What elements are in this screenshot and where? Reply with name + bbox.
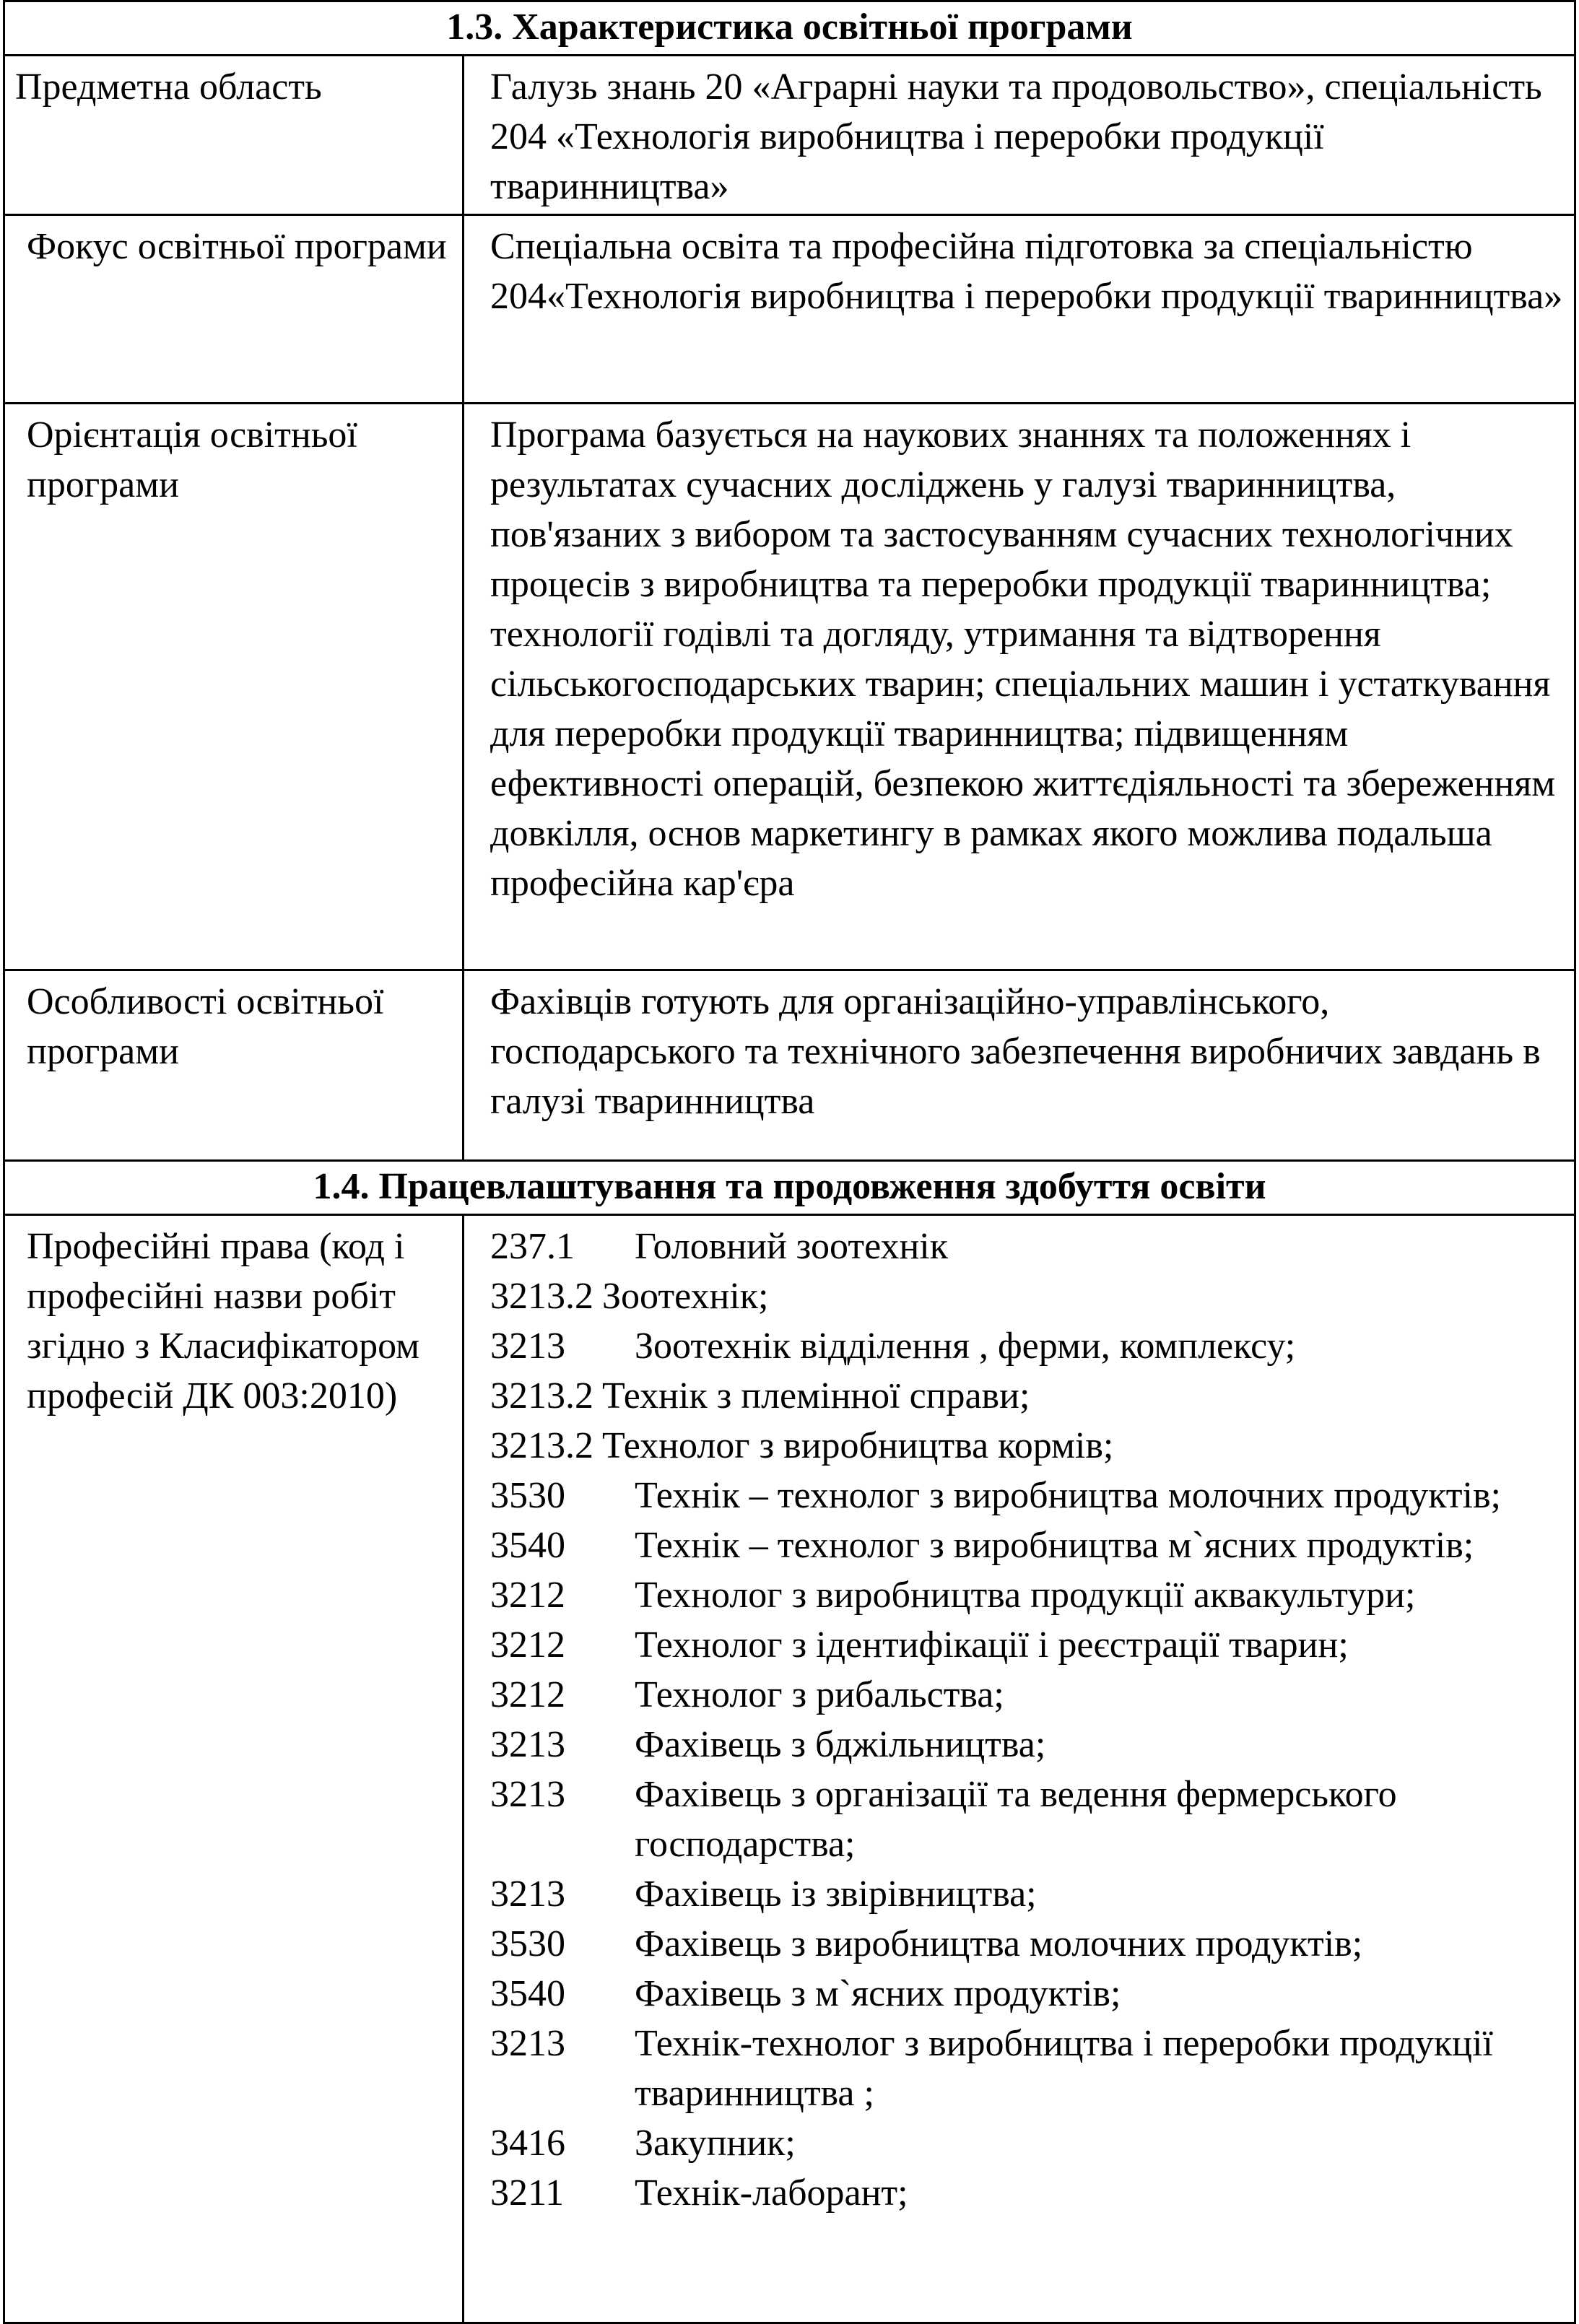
profession-code: 3540 xyxy=(490,1525,565,1566)
profession-name: Зоотехнік; xyxy=(602,1276,769,1317)
list-item xyxy=(490,2168,1564,2218)
table-row-program-focus xyxy=(4,215,1575,404)
list-item xyxy=(490,1620,1564,1670)
section-1-3-title: 1.3. Характеристика освітньої програми xyxy=(4,1,1575,56)
profession-name: Фахівець з виробництва молочних продуктів; xyxy=(635,1923,1363,1964)
profession-code: 3213 xyxy=(490,2023,565,2064)
list-item xyxy=(490,1421,1564,1471)
list-item xyxy=(490,1969,1564,2019)
profession-code: 3530 xyxy=(490,1475,565,1516)
list-item xyxy=(490,2019,1564,2118)
program-orientation-text: Програма базується на наукових знаннях та положеннях і результатах сучасних досліджень у галузі тваринництва, пов'язаних з вибором та застосуванням сучасних технологічних процесів з виробництва та переробки продукції тваринництва; технології годівлі та догляду, утримання та відтворення сільськогосподарських тварин; спеціальних машин і устаткування для переробки продукції тваринництва; підвищенням ефективності операцій, безпекою життєдіяльності та збереженням довкілля, основ маркетингу в рамках якого можлива подальша професійна кар'єра xyxy=(464,404,1575,970)
program-focus-label: Фокус освітньої програми xyxy=(4,215,464,404)
list-item xyxy=(490,1222,1564,1271)
list-item xyxy=(490,1271,1564,1321)
profession-name: Фахівець з бджільництва; xyxy=(635,1724,1046,1765)
profession-code: 3213 xyxy=(490,1326,565,1367)
profession-name: Технік з племінної справи; xyxy=(602,1375,1030,1416)
profession-code: 3213 xyxy=(490,1873,565,1915)
profession-name: Технолог з виробництва продукції аквакультури; xyxy=(635,1575,1416,1616)
list-item xyxy=(490,2118,1564,2168)
professions-cell xyxy=(464,1215,1575,2323)
profession-name: Технолог з ідентифікації і реєстрації тварин; xyxy=(635,1624,1349,1666)
program-features-label: Особливості освітньої програми xyxy=(4,970,464,1161)
profession-code: 3540 xyxy=(490,1973,565,2014)
program-characteristics-table xyxy=(3,0,1576,2324)
professional-rights-label: Професійні права (код і професійні назви робіт згідно з Класифікатором професій ДК 003:2010) xyxy=(4,1215,464,2323)
profession-name: Технік – технолог з виробництва м`ясних продуктів; xyxy=(635,1525,1474,1566)
list-item xyxy=(490,1869,1564,1919)
list-item xyxy=(490,1919,1564,1969)
profession-code: 3212 xyxy=(490,1575,565,1616)
table-row-program-orientation xyxy=(4,404,1575,970)
profession-name: Технік-технолог з виробництва і переробки продукції тваринництва ; xyxy=(635,2023,1493,2114)
program-focus-text: Спеціальна освіта та професійна підготовка за спеціальністю 204«Технологія виробництва і переробки продукції тваринництва» xyxy=(464,215,1575,404)
professions-list xyxy=(490,1222,1564,2218)
subject-area-label: Предметна область xyxy=(4,56,464,215)
profession-name: Технолог з виробництва кормів; xyxy=(602,1425,1114,1466)
section-1-3-header-row xyxy=(4,1,1575,56)
profession-name: Фахівець з м`ясних продуктів; xyxy=(635,1973,1121,2014)
profession-name: Закупник; xyxy=(635,2123,796,2164)
profession-code: 3211 xyxy=(490,2172,565,2214)
list-item xyxy=(490,1720,1564,1770)
profession-code: 3416 xyxy=(490,2123,565,2164)
list-item xyxy=(490,1770,1564,1869)
profession-code: 3530 xyxy=(490,1923,565,1964)
profession-name: Технік – технолог з виробництва молочних продуктів; xyxy=(635,1475,1501,1516)
profession-code: 3213.2 xyxy=(490,1375,593,1416)
section-1-4-title: 1.4. Працевлаштування та продовження здобуття освіти xyxy=(4,1161,1575,1215)
list-item xyxy=(490,1321,1564,1371)
list-item xyxy=(490,1471,1564,1520)
profession-code: 3212 xyxy=(490,1674,565,1715)
profession-name: Технолог з рибальства; xyxy=(635,1674,1004,1715)
profession-code: 237.1 xyxy=(490,1226,575,1267)
profession-name: Технік-лаборант; xyxy=(635,2172,908,2214)
subject-area-text: Галузь знань 20 «Аграрні науки та продовольство», спеціальність 204 «Технологія виробництва і переробки продукції тваринництва» xyxy=(464,56,1575,215)
table-row-professional-rights xyxy=(4,1215,1575,2323)
profession-name: Фахівець з організації та ведення фермерського господарства; xyxy=(635,1774,1397,1865)
table-row-subject-area xyxy=(4,56,1575,215)
program-orientation-label: Орієнтація освітньої програми xyxy=(4,404,464,970)
profession-code: 3213.2 xyxy=(490,1276,593,1317)
profession-code: 3213 xyxy=(490,1724,565,1765)
list-item xyxy=(490,1520,1564,1570)
program-features-text: Фахівців готують для організаційно-управлінського, господарського та технічного забезпечення виробничих завдань в галузі тваринництва xyxy=(464,970,1575,1161)
list-item xyxy=(490,1371,1564,1421)
table-row-program-features xyxy=(4,970,1575,1161)
list-item xyxy=(490,1670,1564,1720)
list-item xyxy=(490,1570,1564,1620)
profession-code: 3212 xyxy=(490,1624,565,1666)
profession-name: Зоотехнік відділення , ферми, комплексу; xyxy=(635,1326,1296,1367)
profession-name: Фахівець із звірівництва; xyxy=(635,1873,1037,1915)
section-1-4-header-row xyxy=(4,1161,1575,1215)
profession-code: 3213.2 xyxy=(490,1425,593,1466)
profession-name: Головний зоотехнік xyxy=(635,1226,949,1267)
profession-code: 3213 xyxy=(490,1774,565,1815)
